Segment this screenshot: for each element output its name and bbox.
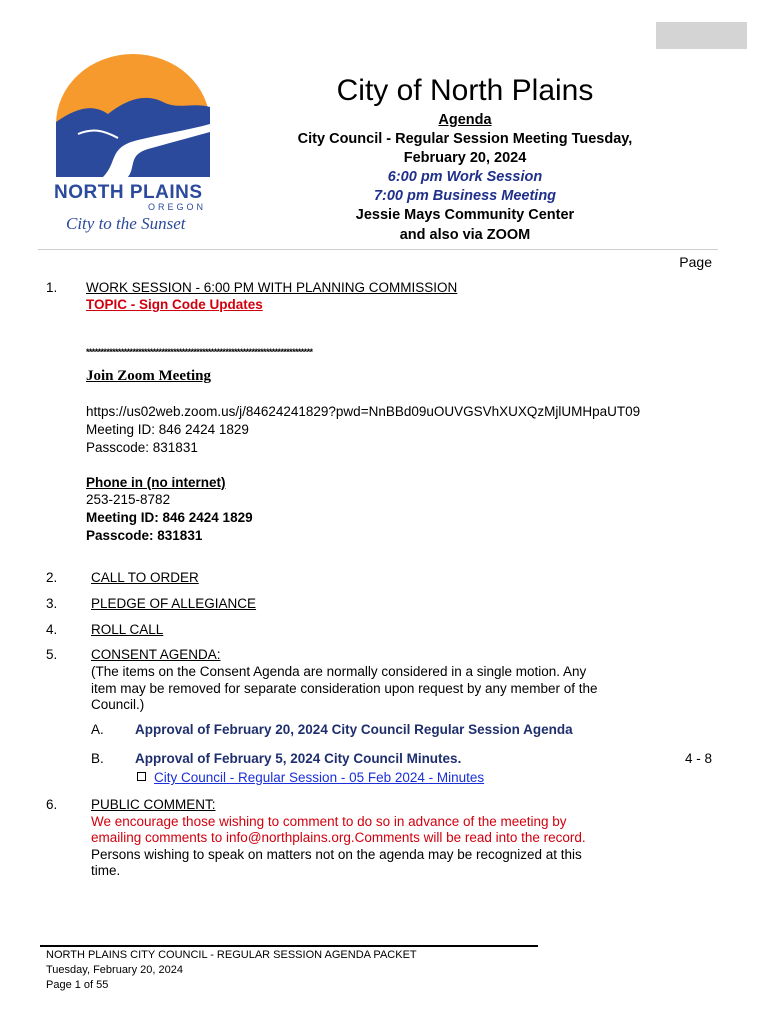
footer-rule (40, 945, 538, 947)
item-5b-text: Approval of February 5, 2024 City Council Minutes. (135, 751, 462, 766)
meeting-title-line1: City Council - Regular Session Meeting Tuesday, (297, 131, 633, 147)
footer-packet-title: NORTH PLAINS CITY COUNCIL - REGULAR SESSION AGENDA PACKET (46, 949, 417, 961)
phone-heading: Phone in (no internet) (86, 475, 226, 490)
logo-state: OREGON (148, 202, 207, 212)
item-6-number: 6. (46, 797, 58, 812)
item-6-line4: time. (91, 863, 121, 878)
join-zoom-heading: Join Zoom Meeting (86, 368, 211, 384)
meeting-location: Jessie Mays Community Center (355, 207, 575, 223)
item-1-topic: TOPIC - Sign Code Updates (86, 297, 263, 312)
agenda-heading: Agenda (438, 112, 492, 128)
city-title: City of North Plains (336, 74, 594, 107)
item-5-desc-line2: item may be removed for separate consideration upon request by any member of the (91, 681, 598, 696)
item-6-red-line2: emailing comments to info@northplains.org.Comments will be read into the record. (91, 830, 586, 845)
meeting-date: February 20, 2024 (403, 150, 527, 166)
attachment-bullet-icon (137, 772, 146, 781)
item-5-title: CONSENT AGENDA: (91, 647, 221, 662)
footer-page-number: Page 1 of 55 (46, 979, 109, 991)
item-4-title: ROLL CALL (91, 622, 164, 637)
item-5a-letter: A. (91, 722, 104, 737)
north-plains-logo (48, 52, 218, 242)
separator-stars: ****************************************************************************** (86, 347, 313, 357)
phone-meeting-id: Meeting ID: 846 2424 1829 (86, 510, 253, 525)
item-4-number: 4. (46, 622, 58, 637)
item-5-number: 5. (46, 647, 58, 662)
item-2-number: 2. (46, 570, 58, 585)
item-5b-attachment[interactable] (137, 770, 484, 785)
item-6-line3: Persons wishing to speak on matters not on the agenda may be recognized at this (91, 847, 582, 862)
phone-passcode: Passcode: 831831 (86, 528, 203, 543)
item-2-title: CALL TO ORDER (91, 570, 199, 585)
header-placeholder-box (656, 22, 747, 49)
zoom-note: and also via ZOOM (399, 227, 531, 243)
page-column-label: Page (679, 254, 712, 270)
item-1-number: 1. (46, 280, 58, 295)
header-separator (38, 249, 718, 250)
item-5a-text: Approval of February 20, 2024 City Council Regular Session Agenda (135, 722, 573, 737)
phone-number: 253-215-8782 (86, 492, 171, 507)
footer-date: Tuesday, February 20, 2024 (46, 964, 183, 976)
logo-wordmark: NORTH PLAINS (54, 182, 203, 203)
minutes-link[interactable]: City Council - Regular Session - 05 Feb 2024 - Minutes (154, 770, 485, 785)
item-3-title: PLEDGE OF ALLEGIANCE (91, 596, 257, 611)
business-meeting-time: 7:00 pm Business Meeting (373, 188, 557, 204)
work-session-time: 6:00 pm Work Session (387, 169, 543, 185)
item-3-number: 3. (46, 596, 58, 611)
item-6-red-line1: We encourage those wishing to comment to do so in advance of the meeting by (91, 814, 567, 829)
logo-tagline: City to the Sunset (66, 214, 186, 233)
zoom-meeting-id: Meeting ID: 846 2424 1829 (86, 422, 249, 437)
item-1-title: WORK SESSION - 6:00 PM WITH PLANNING COMMISSION (86, 280, 458, 295)
zoom-passcode: Passcode: 831831 (86, 440, 198, 455)
item-5b-letter: B. (91, 751, 104, 766)
item-5b-pages: 4 - 8 (684, 751, 712, 766)
item-5-desc-line1: (The items on the Consent Agenda are normally considered in a single motion. Any (91, 664, 587, 679)
item-5-desc-line3: Council.) (91, 697, 145, 712)
zoom-url[interactable]: https://us02web.zoom.us/j/84624241829?pwd=NnBBd09uOUVGSVhXUXQzMjlUMHpaUT09 (86, 404, 641, 419)
item-6-title: PUBLIC COMMENT: (91, 797, 216, 812)
